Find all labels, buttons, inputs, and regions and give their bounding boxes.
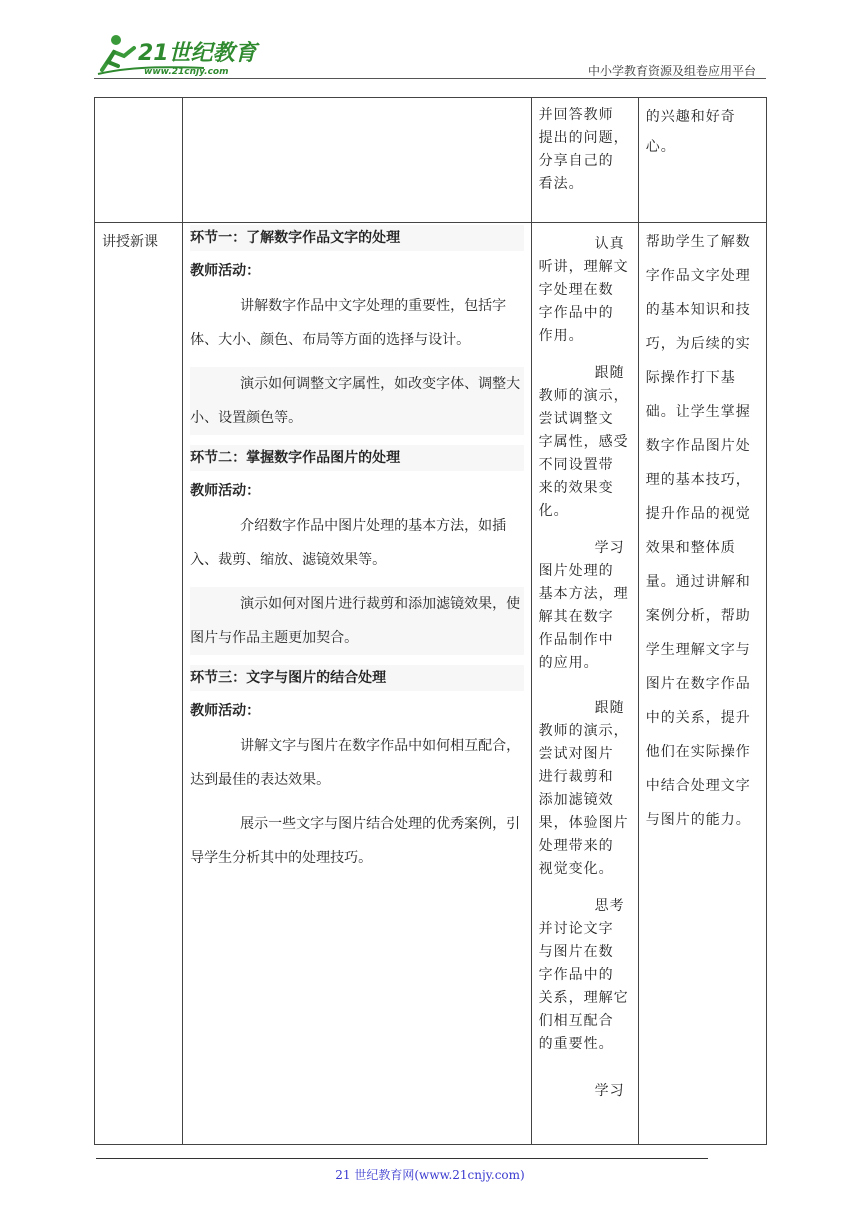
cell-label-empty xyxy=(95,98,183,223)
intent-line: 量。通过讲解和 xyxy=(645,574,751,590)
student-line: 们相互配合 xyxy=(538,1013,614,1029)
table-row xyxy=(95,223,767,1145)
activity-label: 教师活动： xyxy=(190,263,261,279)
student-line: 化。 xyxy=(538,503,569,519)
student-cell xyxy=(531,98,638,223)
student-line: 字作品中的 xyxy=(538,305,614,321)
student-line: 提出的问题， xyxy=(538,130,629,146)
logo-url: www.21cnjy.com xyxy=(144,67,229,77)
activity-label: 教师活动： xyxy=(190,483,261,499)
student-line: 学习 xyxy=(594,1083,625,1099)
student-line: 与图片在数 xyxy=(538,944,614,960)
student-line: 图片处理的 xyxy=(538,563,614,579)
intent-line: 字作品文字处理 xyxy=(645,268,751,284)
intent-line: 理的基本技巧， xyxy=(645,472,751,488)
student-line: 字属性，感受 xyxy=(538,434,629,450)
student-line: 教师的演示， xyxy=(538,723,629,739)
design-intent-cell xyxy=(638,223,766,1145)
student-line: 字处理在数 xyxy=(538,282,614,298)
student-line: 视觉变化。 xyxy=(538,861,614,877)
paragraph: 演示如何对图片进行裁剪和添加滤镜效果，使图片与作品主题更加契合。 xyxy=(190,587,524,655)
footer-divider xyxy=(96,1158,708,1159)
student-line: 字作品中的 xyxy=(538,967,614,983)
student-line: 解其在数字 xyxy=(538,609,614,625)
student-line: 分享自己的 xyxy=(538,153,614,169)
intent-line: 图片在数字作品 xyxy=(645,676,751,692)
student-line: 跟随 xyxy=(594,365,625,381)
paragraph: 展示一些文字与图片结合处理的优秀案例，引导学生分析其中的处理技巧。 xyxy=(190,816,521,866)
student-line: 不同设置带 xyxy=(538,457,614,473)
student-line: 看法。 xyxy=(538,176,584,192)
student-line: 尝试对图片 xyxy=(538,746,614,762)
intent-line: 学生理解文字与 xyxy=(645,642,751,658)
stage-label-cell xyxy=(95,223,183,1145)
student-line: 添加滤镜效 xyxy=(538,792,614,808)
student-line: 学习 xyxy=(594,540,625,556)
intent-line: 际操作打下基 xyxy=(645,370,736,386)
stage-label: 讲授新课 xyxy=(102,234,158,250)
section-title: 环节二：掌握数字作品图片的处理 xyxy=(190,445,524,471)
intent-line: 巧，为后续的实 xyxy=(645,336,751,352)
intent-line: 中的关系，提升 xyxy=(645,710,751,726)
student-line: 并回答教师 xyxy=(538,107,614,123)
intent-line: 案例分析，帮助 xyxy=(645,608,751,624)
section-title: 环节一：了解数字作品文字的处理 xyxy=(190,225,524,251)
student-line: 基本方法，理 xyxy=(538,586,629,602)
intent-line: 心。 xyxy=(645,139,676,155)
table-row xyxy=(95,98,767,223)
paragraph: 讲解文字与图片在数字作品中如何相互配合，达到最佳的表达效果。 xyxy=(190,738,521,788)
student-line: 作用。 xyxy=(538,328,584,344)
intent-line: 的基本知识和技 xyxy=(645,302,751,318)
intent-line: 数字作品图片处 xyxy=(645,438,751,454)
section-title: 环节三：文字与图片的结合处理 xyxy=(190,665,524,691)
footer-link[interactable]: 21 世纪教育网(www.21cnjy.com) xyxy=(335,1168,525,1182)
student-line: 关系，理解它 xyxy=(538,990,629,1006)
student-line: 思考 xyxy=(594,898,625,914)
student-activity-cell xyxy=(531,223,638,1145)
student-line: 进行裁剪和 xyxy=(538,769,614,785)
student-line: 的应用。 xyxy=(538,655,599,671)
student-line: 果，体验图片 xyxy=(538,815,629,831)
student-line: 处理带来的 xyxy=(538,838,614,854)
intent-line: 与图片的能力。 xyxy=(645,812,751,828)
intent-line: 效果和整体质 xyxy=(645,540,736,556)
activity-label: 教师活动： xyxy=(190,703,261,719)
paragraph: 介绍数字作品中图片处理的基本方法，如插入、裁剪、缩放、滤镜效果等。 xyxy=(190,518,507,568)
cell-content-empty xyxy=(183,98,532,223)
site-logo xyxy=(94,30,264,78)
intent-line: 他们在实际操作 xyxy=(645,744,751,760)
intent-line: 帮助学生了解数 xyxy=(645,234,751,250)
paragraph: 演示如何调整文字属性，如改变字体、调整大小、设置颜色等。 xyxy=(190,367,524,435)
logo-text: 21世纪教育 xyxy=(138,41,257,66)
student-line: 尝试调整文 xyxy=(538,411,614,427)
student-line: 并讨论文字 xyxy=(538,921,614,937)
student-line: 教师的演示， xyxy=(538,388,629,404)
student-line: 的重要性。 xyxy=(538,1036,614,1052)
student-line: 作品制作中 xyxy=(538,632,614,648)
student-line: 听讲，理解文 xyxy=(538,259,629,275)
intent-line: 中结合处理文字 xyxy=(645,778,751,794)
teacher-activity-cell xyxy=(183,223,532,1145)
page-header xyxy=(94,30,766,80)
header-divider xyxy=(94,78,766,79)
intent-line: 的兴趣和好奇 xyxy=(645,109,736,125)
intent-line: 础。让学生掌握 xyxy=(645,404,751,420)
student-line: 认真 xyxy=(594,236,625,252)
platform-name: 中小学教育资源及组卷应用平台 xyxy=(587,64,756,78)
lesson-table xyxy=(94,97,767,1145)
paragraph: 讲解数字作品中文字处理的重要性，包括字体、大小、颜色、布局等方面的选择与设计。 xyxy=(190,298,507,348)
student-line: 跟随 xyxy=(594,700,625,716)
intent-cell xyxy=(638,98,766,223)
intent-line: 提升作品的视觉 xyxy=(645,506,751,522)
student-line: 来的效果变 xyxy=(538,480,614,496)
